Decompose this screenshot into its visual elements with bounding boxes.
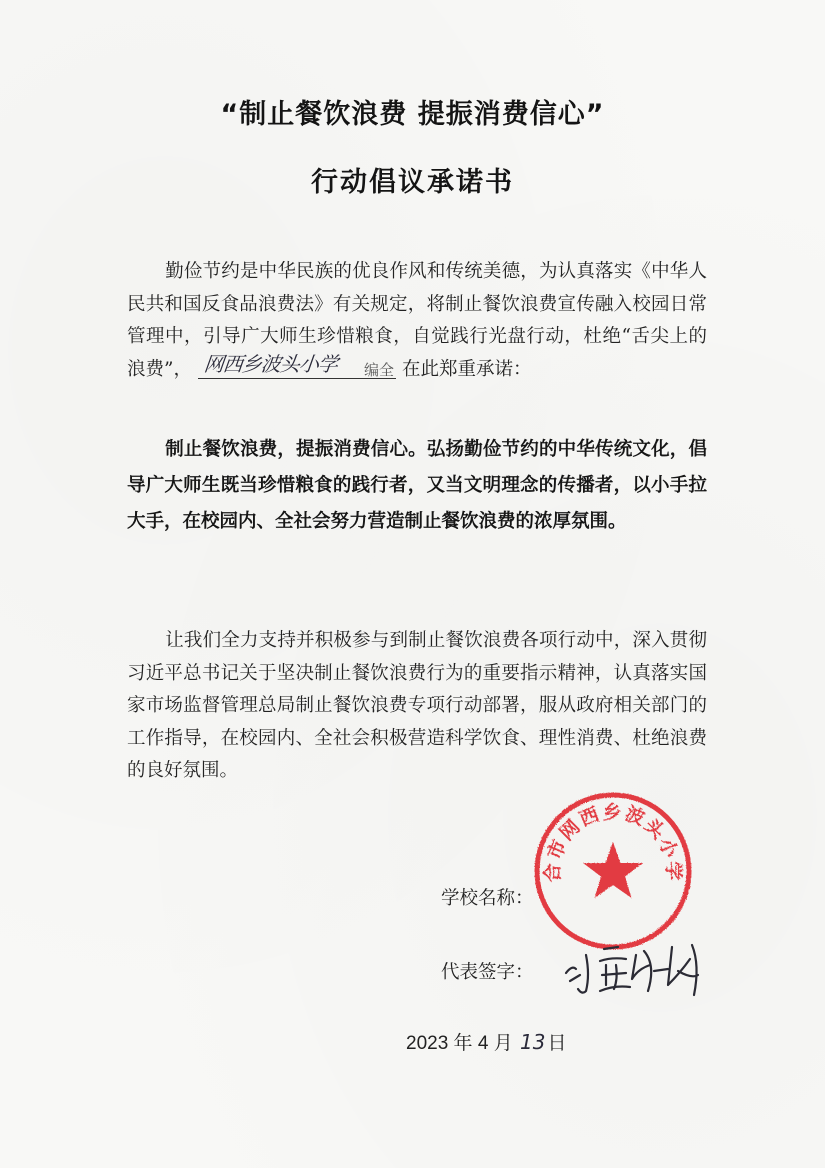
document-date <box>406 1028 566 1055</box>
paragraph-intro-text: 勤俭节约是中华民族的优良作风和传统美德，为认真落实《中华人民共和国反食品浪费法》有关规定，将制止餐饮浪费宣传融入校园日常管理中，引导广大师生珍惜粮食，自觉践行光盘行动，杜绝“舌尖上的浪费”， <box>127 261 707 380</box>
document-title-line1: “制止餐饮浪费 提振消费信心” <box>220 99 605 130</box>
paragraph-intro <box>127 256 707 386</box>
paragraph-action <box>127 625 707 788</box>
paragraph-pledge <box>127 432 707 540</box>
date-day-unit: 日 <box>547 1033 567 1054</box>
representative-signature <box>560 935 720 1005</box>
school-name-label: 学校名称： <box>441 888 534 909</box>
handwritten-school-name: 网西乡波头小学 <box>202 351 339 376</box>
date-year: 2023 <box>406 1033 449 1054</box>
school-seal-stamp <box>532 790 694 952</box>
signature-label: 代表签字： <box>441 962 534 983</box>
paragraph-action-text: 让我们全力支持并积极参与到制止餐饮浪费各项行动中，深入贯彻习近平总书记关于坚决制止餐饮浪费行为的重要指示精神，认真落实国家市场监督管理总局制止餐饮浪费专项行动部署，服从政府相关部门的工作指导，在校园内、全社会积极营造科学饮食、理性消费、杜绝浪费的良好氛围。 <box>127 630 707 781</box>
date-month: 4 <box>477 1033 489 1054</box>
date-month-unit: 月 <box>488 1033 518 1054</box>
document-title-line2: 行动倡议承诺书 <box>311 167 514 198</box>
paragraph-pledge-text: 制止餐饮浪费，提振消费信心。弘扬勤俭节约的中华传统文化，倡导广大师生既当珍惜粮食的践行者，又当文明理念的传播者，以小手拉大手，在校园内、全社会努力营造制止餐饮浪费的浓厚氛围。 <box>127 439 707 532</box>
date-year-unit: 年 <box>448 1033 478 1054</box>
school-name-fill-in <box>198 351 396 379</box>
seal-text: 合市网西乡波头小学 <box>541 801 685 883</box>
fill-in-printed-text: 编全 <box>363 360 394 379</box>
seal-star-icon <box>583 842 643 898</box>
date-day-handwritten: 13 <box>519 1030 546 1054</box>
paragraph-intro-ending: 在此郑重承诺： <box>401 358 532 380</box>
